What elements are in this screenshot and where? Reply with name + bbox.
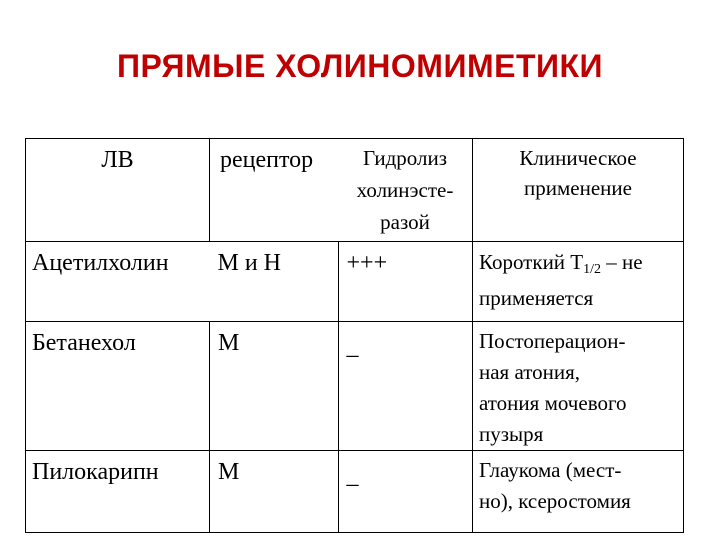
table-header-row <box>26 139 684 242</box>
clinical-text: ная атония, <box>479 360 581 384</box>
cell-hydrolysis <box>338 322 473 451</box>
header-cell-hydrolysis <box>338 139 473 242</box>
table-row <box>26 322 684 451</box>
hydrolysis-value: _ <box>346 463 359 489</box>
header-hydrolysis <box>338 139 472 238</box>
cell-receptor <box>210 451 339 533</box>
drug-name: Бетанехол <box>32 330 136 356</box>
header-hydrolysis-line: холинэсте- <box>356 178 454 202</box>
header-cell-clinical <box>473 139 684 242</box>
table-row <box>26 451 684 533</box>
clinical-text: атония мочевого <box>479 391 627 415</box>
page-title: ПРЯМЫЕ ХОЛИНОМИМЕТИКИ <box>116 48 604 84</box>
header-clinical <box>473 139 683 203</box>
header-cell-drug <box>26 139 210 242</box>
cell-clinical <box>473 451 684 533</box>
cell-receptor <box>210 242 339 322</box>
header-clinical-line: Клиническое <box>519 146 637 170</box>
cell-hydrolysis <box>338 242 473 322</box>
cell-drug <box>26 242 210 322</box>
header-receptor: рецептор <box>220 147 314 173</box>
cell-drug <box>26 322 210 451</box>
cell-drug <box>26 451 210 533</box>
drug-table <box>25 138 684 533</box>
cell-receptor <box>210 322 339 451</box>
drug-name: Пилокарипн <box>32 459 159 485</box>
clinical-text: Глаукома (мест- <box>479 458 622 482</box>
clinical-text: применяется <box>479 286 594 310</box>
clinical-text: Постоперацион- <box>479 329 626 353</box>
clinical-value <box>473 322 683 450</box>
clinical-text: – не <box>601 250 643 274</box>
hydrolysis-value: _ <box>346 334 359 360</box>
cell-clinical <box>473 242 684 322</box>
receptor-value: М <box>218 330 240 356</box>
clinical-text: но), ксеростомия <box>479 489 631 513</box>
header-hydrolysis-line: разой <box>380 210 430 234</box>
clinical-subscript: 1/2 <box>583 262 602 277</box>
receptor-value: М <box>218 459 240 485</box>
header-clinical-line: применение <box>524 176 632 200</box>
header-hydrolysis-line: Гидролиз <box>363 146 447 170</box>
clinical-text: пузыря <box>479 422 544 446</box>
clinical-text: Короткий Т <box>479 250 584 274</box>
header-cell-receptor <box>210 139 339 242</box>
receptor-value: М и Н <box>217 250 282 276</box>
cell-clinical <box>473 322 684 451</box>
drug-name: Ацетилхолин <box>32 250 169 276</box>
table-row <box>26 242 684 322</box>
cell-hydrolysis <box>338 451 473 533</box>
clinical-value <box>473 242 683 312</box>
clinical-value <box>473 451 683 517</box>
header-drug: ЛВ <box>101 147 134 173</box>
hydrolysis-value: +++ <box>346 250 388 276</box>
